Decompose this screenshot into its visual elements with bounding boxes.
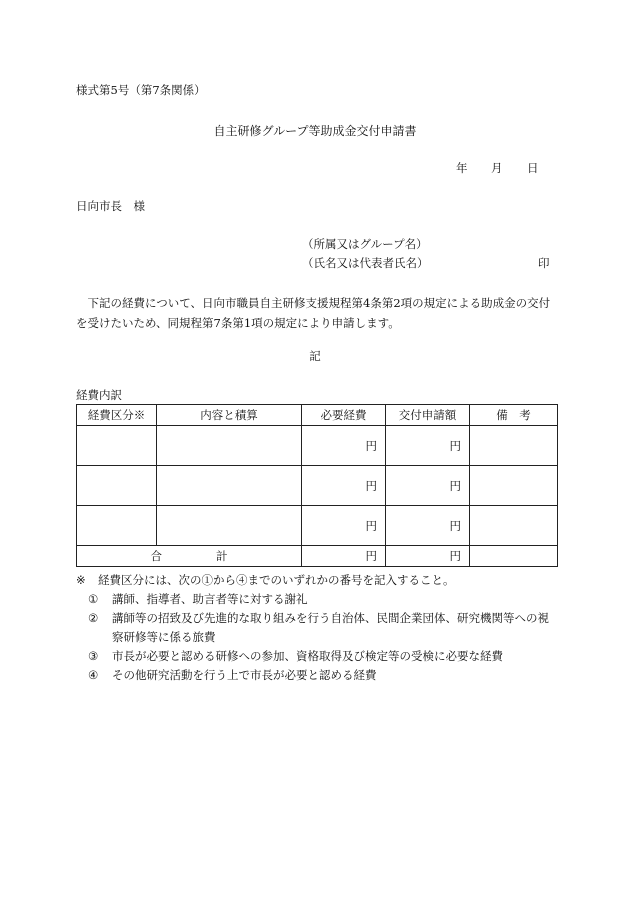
breakdown-title: 経費内訳 (76, 388, 122, 402)
date-year: 年 (456, 161, 468, 175)
remarks-cell[interactable] (470, 506, 558, 546)
content-cell[interactable] (157, 426, 302, 466)
header-remarks: 備 考 (470, 405, 558, 426)
notes-lead (76, 570, 556, 590)
requested-amount-cell[interactable]: 円 (386, 426, 470, 466)
table-row (77, 506, 558, 546)
addressee: 日向市長 様 (76, 199, 145, 213)
category-cell[interactable] (77, 466, 157, 506)
total-required-cost-cell[interactable]: 円 (302, 546, 386, 567)
total-label (77, 546, 302, 567)
total-remarks-cell[interactable] (470, 546, 558, 567)
note-number: ① (88, 592, 99, 606)
note-item (76, 609, 556, 647)
applicant-affiliation: （所属又はグループ名） (302, 237, 428, 251)
required-cost-cell[interactable]: 円 (302, 466, 386, 506)
requested-amount-cell[interactable]: 円 (386, 506, 470, 546)
content-cell[interactable] (157, 506, 302, 546)
note-number: ④ (88, 668, 99, 682)
note-item (76, 666, 556, 685)
content-cell[interactable] (157, 466, 302, 506)
note-text: その他研究活動を行う上で市長が必要と認める経費 (112, 668, 377, 682)
header-required-cost: 必要経費 (302, 405, 386, 426)
total-row (77, 546, 558, 567)
note-text: 講師、指導者、助言者等に対する謝礼 (112, 592, 308, 606)
notes-lead-text: 経費区分には、次の①から④までのいずれかの番号を記入すること。 (98, 573, 455, 587)
total-requested-amount-cell[interactable]: 円 (386, 546, 470, 567)
application-statement: 下記の経費について、日向市職員自主研修支援規程第4条第2項の規定による助成金の交付を受けたいため、同規程第7条第1項の規定により申請します。 (76, 296, 551, 330)
notes-section (76, 570, 556, 685)
table-row (77, 466, 558, 506)
header-content: 内容と積算 (157, 405, 302, 426)
date-day: 日 (527, 161, 539, 175)
note-mark: ※ (76, 573, 86, 587)
table-header-row (77, 405, 558, 426)
note-item (76, 590, 556, 609)
applicant-representative: （氏名又は代表者氏名） (302, 256, 429, 270)
ki-heading: 記 (309, 349, 321, 363)
header-category: 経費区分※ (77, 405, 157, 426)
total-label-char-1: 合 (150, 549, 162, 563)
category-cell[interactable] (77, 426, 157, 466)
requested-amount-cell[interactable]: 円 (386, 466, 470, 506)
header-requested-amount: 交付申請額 (386, 405, 470, 426)
total-label-char-2: 計 (216, 549, 228, 563)
seal-mark: 印 (538, 256, 550, 270)
date-month: 月 (491, 161, 503, 175)
note-number: ② (88, 611, 99, 625)
required-cost-cell[interactable]: 円 (302, 506, 386, 546)
note-number: ③ (88, 649, 99, 663)
expense-table (76, 404, 558, 567)
note-text: 市長が必要と認める研修への参加、資格取得及び検定等の受検に必要な経費 (112, 649, 503, 663)
remarks-cell[interactable] (470, 426, 558, 466)
note-item (76, 647, 556, 666)
note-text: 講師等の招致及び先進的な取り組みを行う自治体、民間企業団体、研究機関等への視察研修等に係る旅費 (112, 611, 549, 644)
table-row (77, 426, 558, 466)
category-cell[interactable] (77, 506, 157, 546)
form-number: 様式第5号（第7条関係） (76, 83, 206, 97)
required-cost-cell[interactable]: 円 (302, 426, 386, 466)
remarks-cell[interactable] (470, 466, 558, 506)
document-title: 自主研修グループ等助成金交付申請書 (213, 124, 417, 138)
